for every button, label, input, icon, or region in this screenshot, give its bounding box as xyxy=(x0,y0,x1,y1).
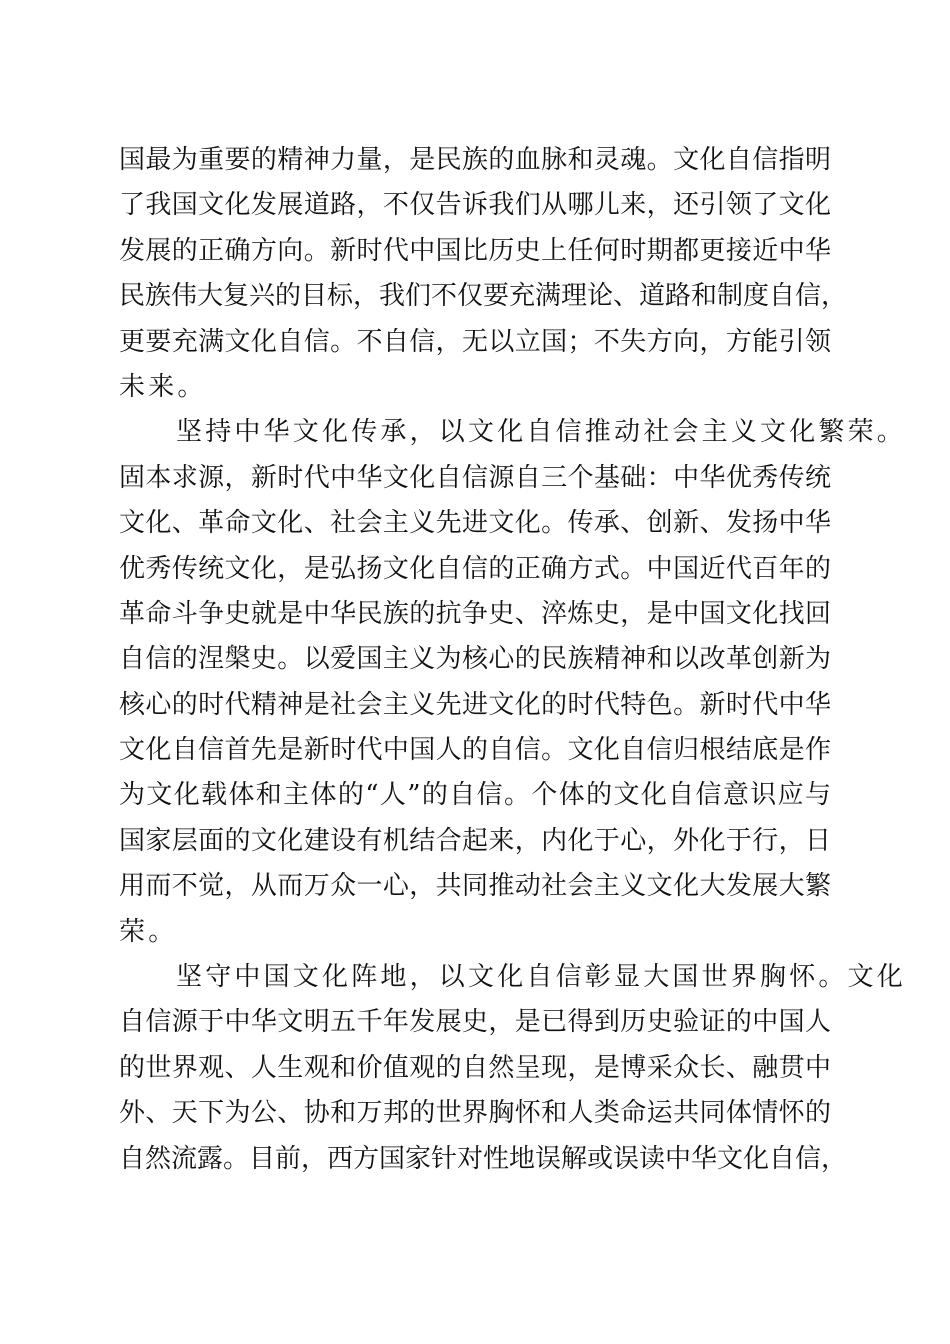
paragraph-first-line: 坚持中华文化传承，以文化自信推动社会主义文化繁荣。 xyxy=(176,417,907,448)
paragraph-line: 革命斗争史就是中华民族的抗争史、淬炼史，是中国文化找回 xyxy=(119,598,831,629)
paragraph-line: 未来。 xyxy=(119,371,207,402)
document-body xyxy=(119,138,907,1182)
paragraph-1 xyxy=(119,138,848,410)
paragraph-line: 用而不觉，从而万众一心，共同推动社会主义文化大发展大繁 xyxy=(119,871,831,902)
paragraph-line: 外、天下为公、协和万邦的世界胸怀和人类命运共同体情怀的 xyxy=(119,1098,831,1129)
paragraph-line: 自然流露。目前，西方国家针对性地误解或误读中华文化自信， xyxy=(119,1143,848,1174)
paragraph-line: 了我国文化发展道路，不仅告诉我们从哪儿来，还引领了文化 xyxy=(119,190,831,221)
paragraph-line: 更要充满文化自信。不自信，无以立国；不失方向，方能引领 xyxy=(119,326,831,357)
paragraph-line: 自信的涅槃史。以爱国主义为核心的民族精神和以改革创新为 xyxy=(119,644,831,675)
paragraph-line: 优秀传统文化，是弘扬文化自信的正确方式。中国近代百年的 xyxy=(119,553,831,584)
paragraph-line: 国家层面的文化建设有机结合起来，内化于心，外化于行，日 xyxy=(119,825,831,856)
paragraph-line: 国最为重要的精神力量，是民族的血脉和灵魂。文化自信指明 xyxy=(119,145,831,175)
paragraph-first-line: 坚守中国文化阵地，以文化自信彰显大国世界胸怀。文化 xyxy=(176,962,907,993)
paragraph-line: 文化自信首先是新时代中国人的自信。文化自信归根结底是作 xyxy=(119,735,831,766)
paragraph-line: 核心的时代精神是社会主义先进文化的时代特色。新时代中华 xyxy=(119,689,831,720)
paragraph-3 xyxy=(119,955,907,1182)
paragraph-line: 为文化载体和主体的“人”的自信。个体的文化自信意识应与 xyxy=(119,780,831,811)
paragraph-line: 发展的正确方向。新时代中国比历史上任何时期都更接近中华 xyxy=(119,235,831,266)
paragraph-line: 荣。 xyxy=(119,916,178,947)
paragraph-line: 固本求源，新时代中华文化自信源自三个基础：中华优秀传统 xyxy=(119,462,831,493)
paragraph-line: 自信源于中华文明五千年发展史，是已得到历史验证的中国人 xyxy=(119,1007,831,1038)
paragraph-2 xyxy=(119,410,907,955)
paragraph-line: 文化、革命文化、社会主义先进文化。传承、创新、发扬中华 xyxy=(119,508,831,539)
paragraph-line: 的世界观、人生观和价值观的自然呈现，是博采众长、融贯中 xyxy=(119,1052,831,1083)
paragraph-line: 民族伟大复兴的目标，我们不仅要充满理论、道路和制度自信， xyxy=(119,281,848,312)
